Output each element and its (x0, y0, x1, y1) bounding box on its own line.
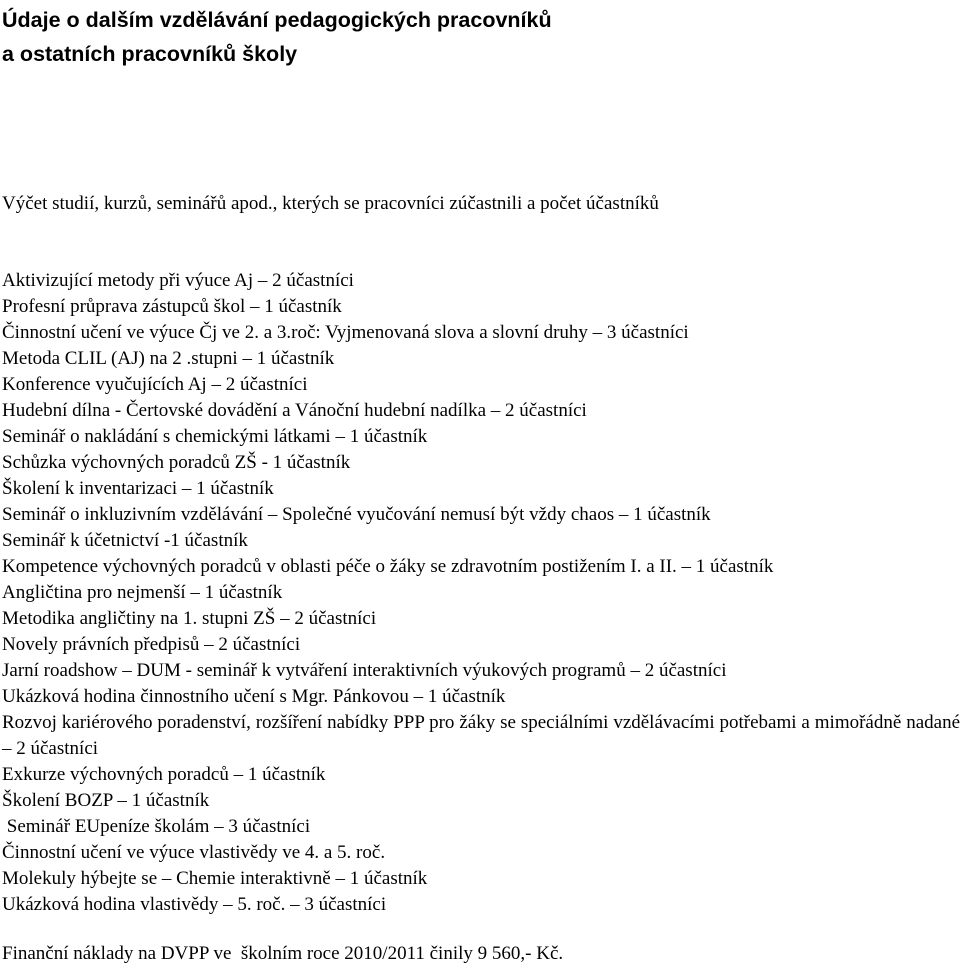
list-item: Aktivizující metody při výuce Aj – 2 účastníci (2, 270, 354, 291)
title-line-1: Údaje o dalším vzdělávání pedagogických pracovníků (2, 8, 552, 32)
list-item: Molekuly hýbejte se – Chemie interaktivně – 1 účastník (2, 868, 428, 889)
list-item: Angličtina pro nejmenší – 1 účastník (2, 582, 283, 603)
list-item: Rozvoj kariérového poradenství, rozšíření nabídky PPP pro žáky se speciálními vzdělávacími potřebami a mimořádně nadané – 2 účastníci (2, 712, 960, 759)
list-item: Školení k inventarizaci – 1 účastník (2, 478, 274, 499)
list-item: Schůzka výchovných poradců ZŠ - 1 účastník (2, 452, 351, 473)
list-item: Školení BOZP – 1 účastník (2, 790, 210, 811)
list-item: Jarní roadshow – DUM - seminář k vytváření interaktivních výukových programů – 2 účastníci (2, 660, 727, 681)
list-item: Profesní průprava zástupců škol – 1 účastník (2, 296, 342, 317)
list-item: Seminář o nakládání s chemickými látkami – 1 účastník (2, 426, 428, 447)
list-item: Seminář k účetnictví -1 účastník (2, 530, 248, 551)
list-item: Seminář o inkluzivním vzdělávání – Společné vyučování nemusí být vždy chaos – 1 účastník (2, 504, 711, 525)
list-item: Novely právních předpisů – 2 účastníci (2, 634, 301, 655)
list-item: Ukázková hodina činnostního učení s Mgr. Pánkovou – 1 účastník (2, 686, 506, 707)
intro-text: Výčet studií, kurzů, seminářů apod., kterých se pracovníci zúčastnili a počet účastníků (2, 193, 659, 214)
list-item: Ukázková hodina vlastivědy – 5. roč. – 3 účastníci (2, 894, 387, 915)
list-item: Metodika angličtiny na 1. stupni ZŠ – 2 účastníci (2, 608, 377, 629)
costs-summary: Finanční náklady na DVPP ve školním roce 2010/2011 činily 9 560,- Kč. (2, 943, 564, 964)
course-list (2, 268, 960, 918)
title-line-2: a ostatních pracovníků školy (2, 42, 298, 66)
document-title (2, 3, 552, 71)
list-item: Exkurze výchovných poradců – 1 účastník (2, 764, 326, 785)
list-item: Činnostní učení ve výuce vlastivědy ve 4. a 5. roč. (2, 842, 386, 863)
list-item: Konference vyučujících Aj – 2 účastníci (2, 374, 308, 395)
list-item: Kompetence výchovných poradců v oblasti péče o žáky se zdravotním postižením I. a II. – 1 účastník (2, 556, 774, 577)
list-item: Metoda CLIL (AJ) na 2 .stupni – 1 účastník (2, 348, 335, 369)
list-item: Seminář EUpeníze školám – 3 účastníci (2, 816, 311, 837)
list-item: Hudební dílna - Čertovské dovádění a Vánoční hudební nadílka – 2 účastníci (2, 400, 587, 421)
list-item: Činnostní učení ve výuce Čj ve 2. a 3.roč: Vyjmenovaná slova a slovní druhy – 3 účastníci (2, 322, 689, 343)
